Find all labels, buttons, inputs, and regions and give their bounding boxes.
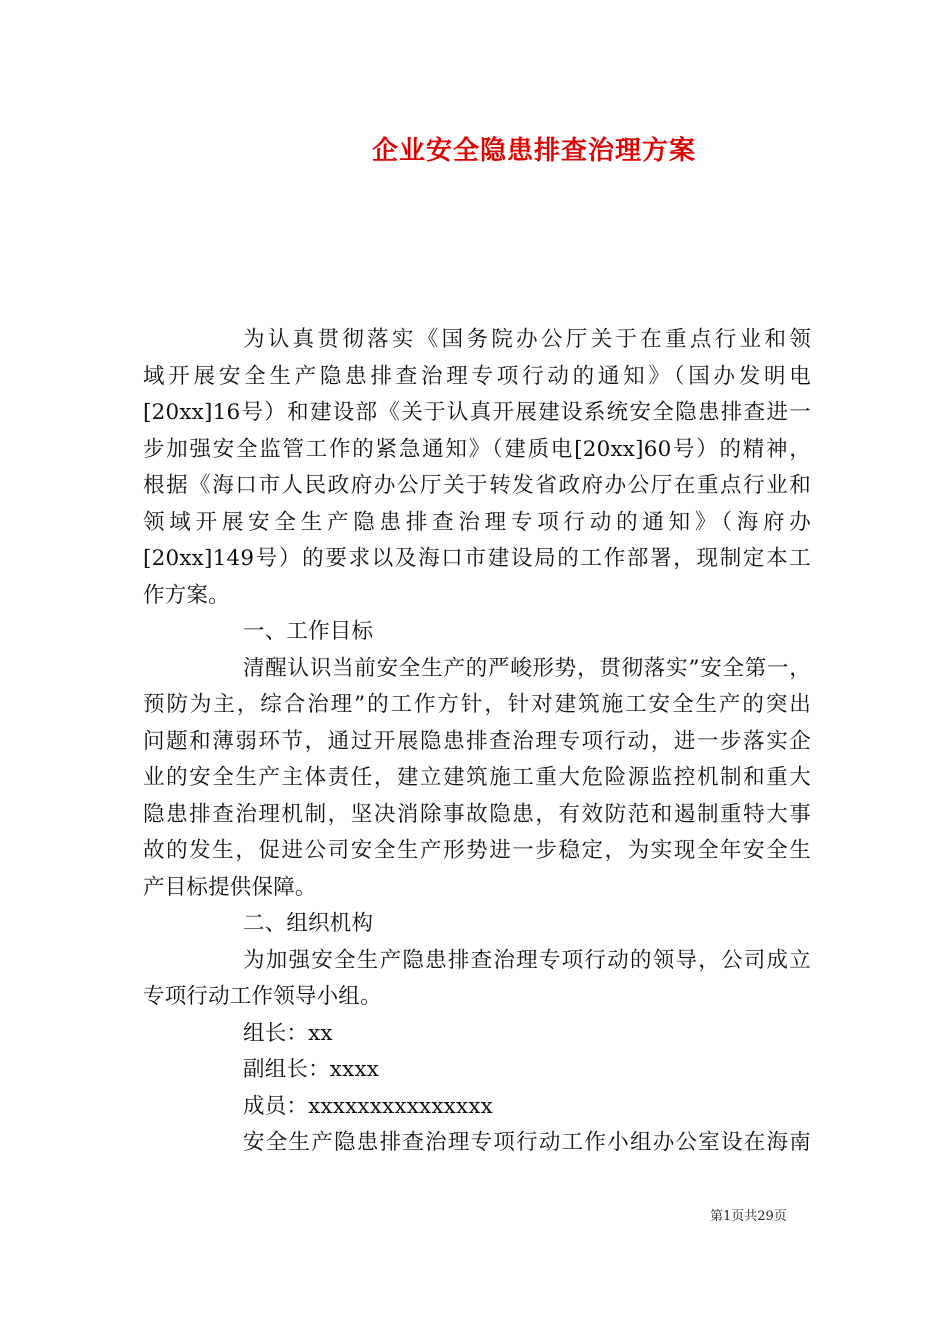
body-line: 专项行动工作领导小组。	[143, 984, 382, 1009]
body-line: 清醒认识当前安全生产的严峻形势，贯彻落实”安全第一，	[243, 655, 811, 681]
body-line: 组长：xx	[243, 1020, 333, 1046]
body-line: 产目标提供保障。	[143, 874, 317, 900]
page-footer: 第1页共29页	[710, 1209, 787, 1224]
body-line: 二、组织机构	[243, 911, 374, 936]
body-line: 一、工作目标	[243, 619, 374, 644]
body-line: 域开展安全生产隐患排查治理专项行动的通知》（国办发明电	[143, 363, 811, 389]
document-body	[143, 322, 811, 1162]
body-line: 作方案。	[143, 582, 230, 608]
body-line: 故的发生，促进公司安全生产形势进一步稳定，为实现全年安全生	[143, 838, 811, 863]
body-line: 预防为主，综合治理”的工作方针，针对建筑施工安全生产的突出	[143, 692, 811, 717]
body-line: 业的安全生产主体责任，建立建筑施工重大危险源监控机制和重大	[143, 765, 811, 790]
body-line: 成员：xxxxxxxxxxxxxxx	[243, 1093, 493, 1119]
body-line: 问题和薄弱环节，通过开展隐患排查治理专项行动，进一步落实企	[143, 728, 811, 754]
body-line: 领域开展安全生产隐患排查治理专项行动的通知》（海府办	[143, 509, 811, 535]
body-line: 隐患排查治理机制，坚决消除事故隐患，有效防范和遏制重特大事	[143, 801, 811, 827]
body-line: 为认真贯彻落实《国务院办公厅关于在重点行业和领	[243, 327, 811, 352]
body-line: 安全生产隐患排查治理专项行动工作小组办公室设在海南	[243, 1130, 811, 1155]
page-title: 企业安全隐患排查治理方案	[371, 136, 696, 166]
body-line: [20xx]149号）的要求以及海口市建设局的工作部署，现制定本工	[143, 546, 811, 571]
body-line: 步加强安全监管工作的紧急通知》（建质电[20xx]60号）的精神，	[143, 436, 811, 462]
body-line: 为加强安全生产隐患排查治理专项行动的领导，公司成立	[243, 947, 811, 973]
body-line: 根据《海口市人民政府办公厅关于转发省政府办公厅在重点行业和	[143, 473, 811, 498]
body-line: 副组长：xxxx	[243, 1057, 380, 1082]
body-line: [20xx]16号）和建设部《关于认真开展建设系统安全隐患排查进一	[143, 400, 811, 425]
